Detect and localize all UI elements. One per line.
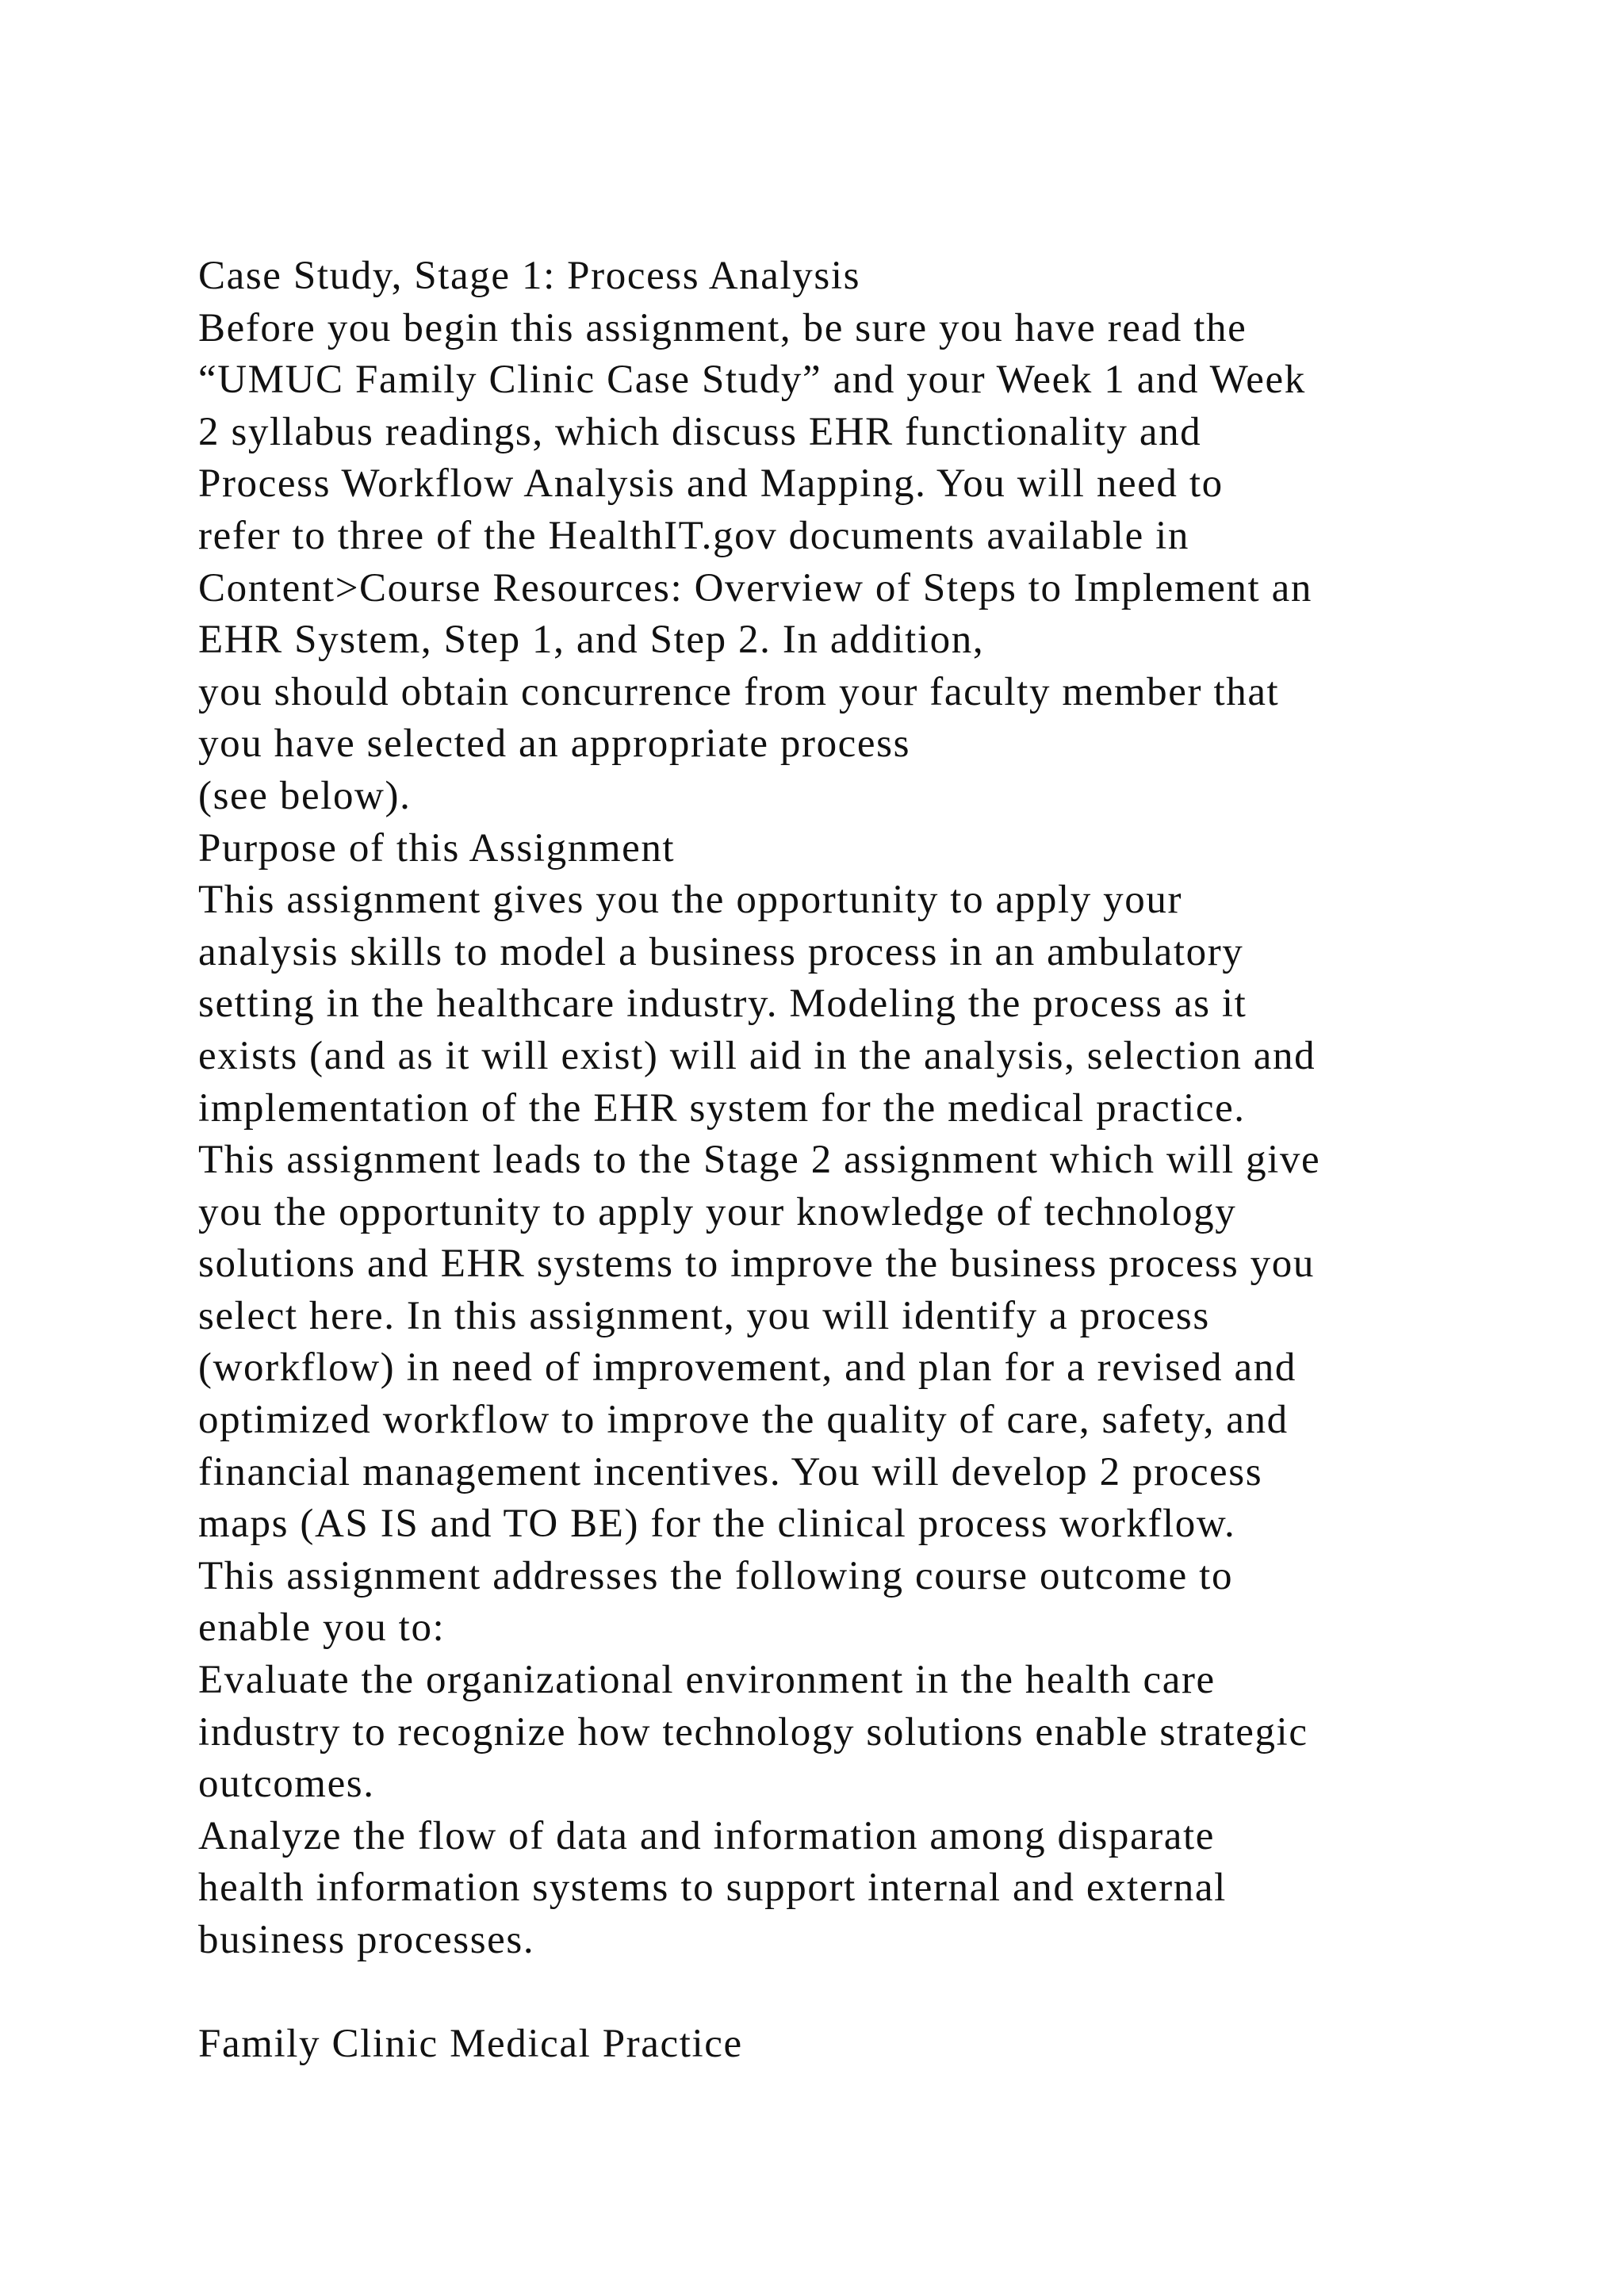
text-line: Before you begin this assignment, be sure you have read the — [198, 305, 1247, 350]
document-body — [198, 251, 1546, 2071]
text-line: (workflow) in need of improvement, and plan for a revised and — [198, 1345, 1297, 1391]
text-line: you should obtain concurrence from your faculty member that — [198, 669, 1280, 714]
section-heading-practice: Family Clinic Medical Practice — [198, 2022, 743, 2067]
blank-line — [198, 1967, 1546, 2019]
text-line: 2 syllabus readings, which discuss EHR functionality and — [198, 409, 1202, 454]
text-line: you the opportunity to apply your knowledge of technology — [198, 1189, 1237, 1234]
text-line: setting in the healthcare industry. Modeling the process as it — [198, 982, 1247, 1027]
text-line: optimized workflow to improve the quality of care, safety, and — [198, 1398, 1289, 1443]
text-line: financial management incentives. You will develop 2 process — [198, 1449, 1263, 1494]
text-line: select here. In this assignment, you will identify a process — [198, 1293, 1210, 1338]
document-title: Case Study, Stage 1: Process Analysis — [198, 254, 861, 298]
text-line: “UMUC Family Clinic Case Study” and your Week 1 and Week — [198, 358, 1306, 403]
text-line: you have selected an appropriate process — [198, 721, 911, 767]
text-line: industry to recognize how technology solutions enable strategic — [198, 1709, 1308, 1755]
text-line: This assignment gives you the opportunity to apply your — [198, 878, 1183, 923]
text-line: implementation of the EHR system for the medical practice. — [198, 1085, 1246, 1131]
text-line: Process Workflow Analysis and Mapping. You will need to — [198, 461, 1224, 507]
text-line: analysis skills to model a business process in an ambulatory — [198, 929, 1244, 974]
text-line: business processes. — [198, 1918, 535, 1962]
text-line: maps (AS IS and TO BE) for the clinical process workflow. — [198, 1502, 1236, 1547]
text-line: refer to three of the HealthIT.gov documents available in — [198, 513, 1190, 558]
section-heading-purpose: Purpose of this Assignment — [198, 825, 676, 871]
outcome-item: Analyze the flow of data and information among disparate — [198, 1813, 1216, 1858]
text-line: This assignment addresses the following course outcome to — [198, 1553, 1234, 1598]
text-line: solutions and EHR systems to improve the business process you — [198, 1242, 1315, 1287]
text-line: This assignment leads to the Stage 2 assignment which will give — [198, 1138, 1321, 1183]
text-line: EHR System, Step 1, and Step 2. In addition, — [198, 618, 985, 663]
text-line: health information systems to support internal and external — [198, 1866, 1227, 1911]
text-line: enable you to: — [198, 1605, 446, 1651]
text-line: outcomes. — [198, 1762, 375, 1807]
text-line: exists (and as it will exist) will aid in the analysis, selection and — [198, 1033, 1316, 1078]
outcome-item: Evaluate the organizational environment in the health care — [198, 1658, 1216, 1703]
text-line: (see below). — [198, 773, 412, 818]
text-line: Content>Course Resources: Overview of Steps to Implement an — [198, 565, 1312, 610]
